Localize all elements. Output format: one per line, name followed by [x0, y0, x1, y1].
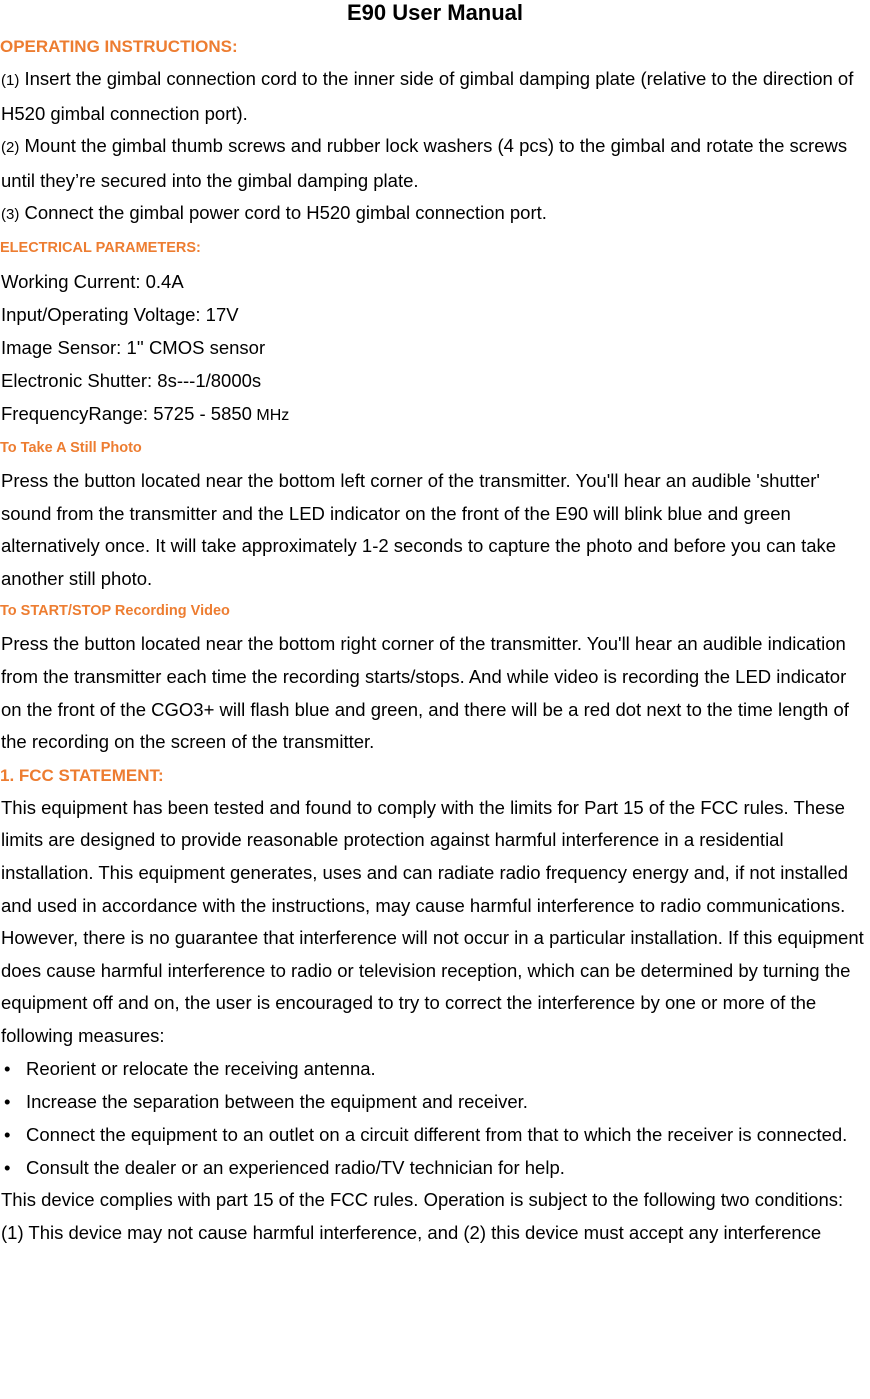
- frequency-value: 5725 - 5850: [153, 402, 252, 424]
- fcc-statement-text: This equipment has been tested and found to comply with the limits for Part 15 of the FCC rules. These limits are designed to provide reasonable protection against harmful interference in a residential installation. This equipment generates, uses and can radiate radio frequency energy and, if not installed and used in accordance with the instructions, may cause harmful interference to radio communications. However, there is no guarantee that interference will not occur in a particular installation. If this equipment does cause harmful interference to radio or television reception, which can be determined by turning the equipment off and on, the user is encouraged to try to correct the interference by one or more of the following measures:: [1, 796, 864, 1046]
- step-text: Connect the gimbal power cord to H520 gimbal connection port.: [19, 202, 547, 224]
- operating-instructions-section: [0, 30, 870, 232]
- recording-video-text: Press the button located near the bottom right corner of the transmitter. You'll hear an audible indication from the transmitter each time the recording starts/stops. And while video is recording the LED indicator on the front of the CGO3+ will flash blue and green, and there will be a red dot next to the time length of the recording on the screen of the transmitter.: [1, 633, 849, 753]
- still-photo-heading: To Take A Still Photo: [0, 439, 142, 456]
- bullet-icon: •: [4, 1124, 11, 1146]
- frequency-unit: MHz: [251, 406, 290, 424]
- step-text: Insert the gimbal connection cord to the inner side of gimbal damping plate (relative to the direction of H520 gimbal connection port).: [1, 68, 854, 124]
- recording-video-heading: To START/STOP Recording Video: [0, 603, 230, 620]
- electrical-parameters-heading: ELECTRICAL PARAMETERS:: [0, 239, 201, 256]
- step-text: Mount the gimbal thumb screws and rubber lock washers (4 pcs) to the gimbal and rotate the screws until they’re secured into the gimbal damping plate.: [1, 135, 848, 191]
- measure-text: Consult the dealer or an experienced radio/TV technician for help.: [26, 1157, 565, 1179]
- working-current: Working Current: 0.4A: [1, 270, 184, 292]
- fcc-measure-item: [0, 1052, 870, 1085]
- step-number: (1): [1, 72, 20, 89]
- bullet-icon: •: [4, 1091, 11, 1113]
- recording-video-section: [0, 595, 870, 758]
- operating-step-1: [0, 63, 870, 130]
- electrical-parameters-section: [0, 232, 870, 432]
- still-photo-text: Press the button located near the bottom left corner of the transmitter. You'll hear an audible 'shutter' sound from the transmitter and the LED indicator on the front of the E90 will blink blue and green alternatively once. It will take approximately 1-2 seconds to capture the photo and before you can take another still photo.: [1, 469, 837, 589]
- step-number: (2): [1, 139, 20, 157]
- fcc-measure-item: [0, 1085, 870, 1118]
- frequency-label: FrequencyRange:: [1, 402, 154, 424]
- fcc-statement-heading: 1. FCC STATEMENT:: [0, 765, 164, 785]
- fcc-statement-section: [0, 759, 870, 1250]
- fcc-measure-item: [0, 1151, 870, 1184]
- measure-text: Increase the separation between the equipment and receiver.: [26, 1091, 528, 1113]
- image-sensor: Image Sensor: 1'' CMOS sensor: [1, 336, 266, 358]
- bullet-icon: •: [4, 1058, 11, 1080]
- page-title: E90 User Manual: [346, 0, 524, 25]
- bullet-icon: •: [4, 1157, 11, 1179]
- fcc-measure-item: [0, 1118, 870, 1151]
- frequency-range: [0, 397, 870, 432]
- fcc-conditions-text: (1) This device may not cause harmful interference, and (2) this device must accept any interference: [1, 1222, 822, 1244]
- measure-text: Connect the equipment to an outlet on a circuit different from that to which the receiver is connected.: [26, 1124, 848, 1146]
- operating-instructions-heading: OPERATING INSTRUCTIONS:: [0, 37, 238, 56]
- operating-step-2: [0, 130, 870, 197]
- measure-text: Reorient or relocate the receiving antenna.: [26, 1058, 376, 1080]
- operating-voltage: Input/Operating Voltage: 17V: [1, 303, 239, 325]
- operating-step-3: [0, 197, 870, 232]
- still-photo-section: [0, 432, 870, 595]
- step-number: (3): [1, 206, 20, 224]
- fcc-compliance-text: This device complies with part 15 of the FCC rules. Operation is subject to the following two conditions:: [1, 1189, 844, 1211]
- electronic-shutter: Electronic Shutter: 8s---1/8000s: [1, 369, 262, 391]
